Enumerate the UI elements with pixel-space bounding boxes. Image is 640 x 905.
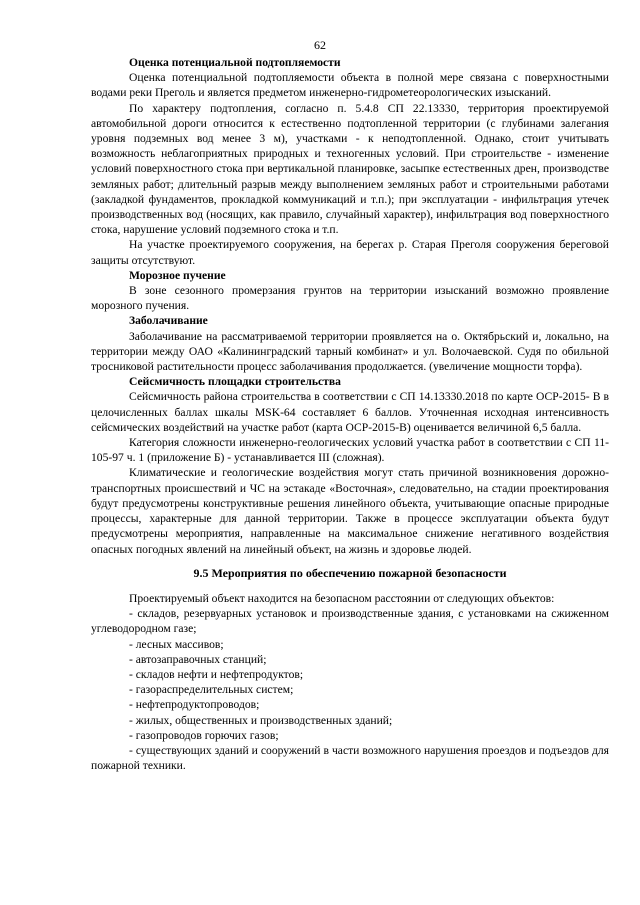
paragraph: В зоне сезонного промерзания грунтов на территории изысканий возможно проявление морозного пучения.	[91, 284, 609, 313]
list-item: - газопроводов горючих газов;	[129, 728, 279, 742]
heading-frost-heave: Морозное пучение	[129, 268, 226, 282]
list-item: - газораспределительных систем;	[129, 683, 294, 697]
document-body	[91, 55, 609, 773]
heading-flooding: Оценка потенциальной подтопляемости	[129, 56, 341, 69]
paragraph: Проектируемый объект находится на безопасном расстоянии от следующих объектов:	[129, 591, 555, 605]
list-item: - складов, резервуарных установок и производственные здания, с установками на сжиженном углеводородном газе;	[91, 607, 609, 636]
list-item: - лесных массивов;	[129, 637, 224, 651]
heading-seismicity: Сейсмичность площадки строительства	[129, 375, 341, 389]
paragraph: Категория сложности инженерно-геологических условий участка работ в соответствии с СП 11-105-97 ч. 1 (приложение Б) - устанавливается III (сложная).	[91, 436, 609, 465]
page-number: 62	[314, 38, 326, 52]
paragraph: Климатические и геологические воздействия могут стать причиной возникновения дорожно-транспортных происшествий и ЧС на эстакаде «Восточная», следовательно, на стадии проектирования будут предусмотрены конструктивные решения линейного объекта, учитывающие опасные природные процессы, характерные для данной территории. Также в процессе эксплуатации объекта будут предусмотрены мероприятия, направленные на максимальное снижение негативного воздействия опасных погодных явлений на линейный объект, на жизнь и здоровье людей.	[91, 466, 609, 556]
paragraph: Заболачивание на рассматриваемой территории проявляется на о. Октябрьский и, локально, на территории между ОАО «Калининградский тарный комбинат» и ул. Волочаевской. Судя по обильной тросниковой растительности процесс заболачивания продолжается. (увеличение мощности торфа).	[91, 329, 609, 374]
list-item: - жилых, общественных и производственных зданий;	[129, 713, 393, 727]
section-title-fire-safety: 9.5 Мероприятия по обеспечению пожарной безопасности	[193, 565, 507, 580]
paragraph: На участке проектируемого сооружения, на берегах р. Старая Преголя сооружения береговой защиты отсутствуют.	[91, 238, 609, 267]
list-item: - автозаправочных станций;	[129, 652, 267, 666]
list-item: - существующих зданий и сооружений в части возможного нарушения проездов и подъездов для пожарной техники.	[91, 743, 609, 773]
paragraph: Оценка потенциальной подтопляемости объекта в полной мере связана с поверхностными водами реки Преголь и является предметом инженерно-гидрометеорологических изысканий.	[91, 71, 609, 100]
paragraph: По характеру подтопления, согласно п. 5.4.8 СП 22.13330, территория проектируемой автомобильной дороги относится к естественно подтопленной территории (с глубинами залегания уровня подземных вод менее 3 м), участками - к неподтопленной. Однако, стоит учитывать возможность неблагоприятных природных и техногенных условий. При строительстве - изменение условий поверхностного стока при вертикальной планировке, засыпке естественных дрен, производстве земляных работ; длительный разрыв между выполнением земляных работ и строительными работами (закладкой фундаментов, прокладкой коммуникаций и т.п.); при эксплуатации - инфильтрация утечек производственных вод (носящих, как правило, случайный характер), инфильтрация вод поверхностного стока, нарушение условий подземного стока и т.п.	[91, 101, 609, 237]
paragraph: Сейсмичность района строительства в соответствии с СП 14.13330.2018 по карте ОСР-2015- В в целочисленных баллах шкалы MSK-64 составляет 6 баллов. Уточненная исходная интенсивность сейсмических воздействий на участке работ (карта ОСР-2015-В) оценивается величиной 6,5 балла.	[91, 390, 609, 434]
list-item: - складов нефти и нефтепродуктов;	[129, 667, 304, 681]
list-item: - нефтепродуктопроводов;	[129, 698, 260, 712]
heading-swamping: Заболачивание	[129, 314, 208, 328]
